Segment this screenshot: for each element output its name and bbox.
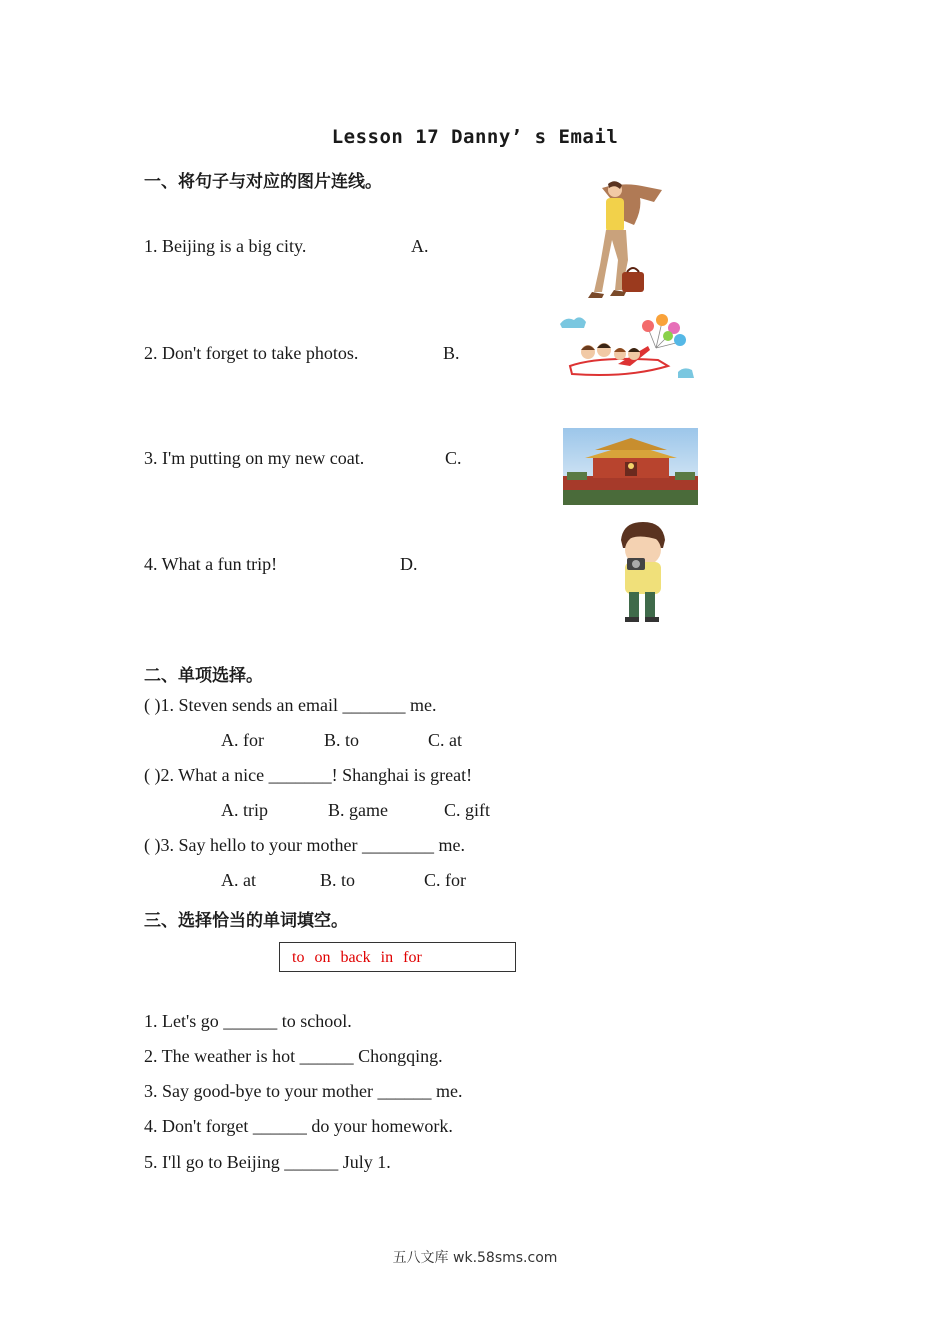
question-1-option-a: A. for	[221, 730, 264, 750]
question-2-option-c: C. gift	[444, 800, 491, 820]
word-bank-box	[279, 942, 516, 972]
word-bank-word: to	[292, 949, 305, 966]
word-bank-word: in	[380, 949, 394, 966]
man-with-coat-picture	[582, 180, 668, 300]
question-2-option-a: A. trip	[221, 800, 268, 820]
match-sentence-2: 2. Don't forget to take photos.	[144, 343, 359, 363]
match-letter-b: B.	[443, 343, 460, 363]
question-3-option-b: B. to	[320, 870, 356, 890]
match-sentence-4: 4. What a fun trip!	[144, 554, 278, 574]
boy-with-camera-picture	[615, 520, 671, 624]
match-sentence-3: 3. I'm putting on my new coat.	[144, 448, 365, 468]
question-3-stem: ( )3. Say hello to your mother ________ me.	[144, 835, 465, 855]
fill-sentence-2: 2. The weather is hot ______ Chongqing.	[144, 1046, 443, 1066]
word-bank-word: for	[403, 949, 422, 966]
footer-watermark: 五八文库 wk.58sms.com	[392, 1250, 558, 1266]
section2-heading: 二、单项选择。	[144, 666, 263, 686]
question-1-option-c: C. at	[428, 730, 462, 750]
fill-sentence-3: 3. Say good-bye to your mother ______ me.	[144, 1081, 463, 1101]
match-letter-c: C.	[445, 448, 462, 468]
tiananmen-picture	[563, 428, 698, 505]
question-1-option-b: B. to	[324, 730, 360, 750]
word-bank-word: on	[314, 949, 331, 966]
airplane-trip-picture	[558, 308, 698, 388]
fill-sentence-5: 5. I'll go to Beijing ______ July 1.	[144, 1152, 391, 1172]
match-letter-d: D.	[400, 554, 418, 574]
fill-sentence-1: 1. Let's go ______ to school.	[144, 1011, 352, 1031]
question-3-option-c: C. for	[424, 870, 466, 890]
question-3-option-a: A. at	[221, 870, 256, 890]
word-bank-word: back	[340, 949, 371, 966]
match-letter-a: A.	[411, 236, 429, 256]
fill-sentence-4: 4. Don't forget ______ do your homework.	[144, 1116, 453, 1136]
question-2-stem: ( )2. What a nice _______! Shanghai is great!	[144, 765, 473, 785]
page-title: Lesson 17 Danny’ s Email	[331, 126, 619, 148]
question-2-option-b: B. game	[328, 800, 388, 820]
question-1-stem: ( )1. Steven sends an email _______ me.	[144, 695, 437, 715]
match-sentence-1: 1. Beijing is a big city.	[144, 236, 307, 256]
section1-heading: 一、将句子与对应的图片连线。	[144, 172, 382, 192]
section3-heading: 三、选择恰当的单词填空。	[144, 911, 348, 931]
